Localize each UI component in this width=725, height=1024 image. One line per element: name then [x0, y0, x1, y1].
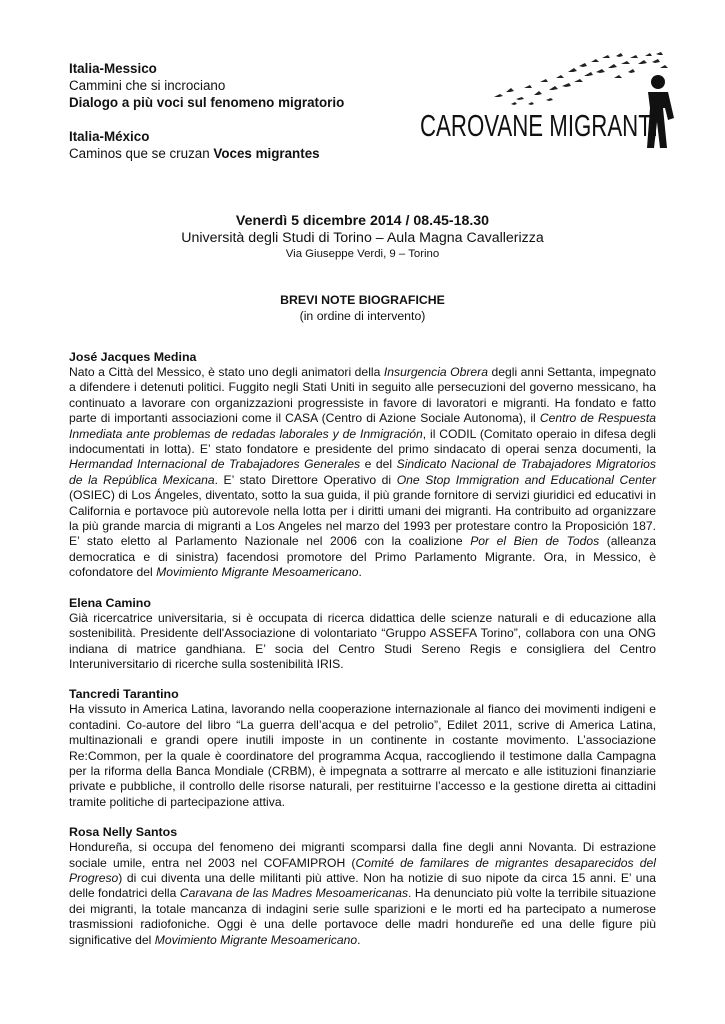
conference-title-block — [69, 60, 409, 162]
italic-run: One Stop Immigration and Educational Center — [396, 472, 656, 487]
italic-run: Caravana de las Madres Mesoamericanas — [179, 886, 409, 901]
bio-text — [69, 702, 656, 810]
italic-run: Sindicato Nacional de Trabajadores Migratorios de la República Mexicana — [69, 457, 656, 487]
bio-entry — [69, 824, 656, 948]
spanish-title: Italia-México — [69, 129, 150, 144]
bio-text — [69, 840, 656, 948]
spanish-subtitle: Caminos que se cruzan Voces migrantes — [69, 146, 320, 161]
logo-text: CAROVANE MIGRANTI — [420, 108, 658, 143]
event-address: Via Giuseppe Verdi, 9 – Torino — [285, 248, 440, 260]
text-run: . Ha denunciato più volte la terribile situazione dei migranti, la totale mancanza di indagini serie sulle sparizioni e le morti ed ha partecipato a numerose trasmissioni radiofoniche. Oggi è una delle portavoce delle madri hondureñe ed una delle figure più significative del — [69, 886, 656, 947]
italic-run: Comité de familares de migrantes desaparecidos del Progreso — [69, 855, 657, 885]
text-run: e del — [360, 457, 397, 472]
bird-flock-migrant-figure-icon — [416, 52, 678, 152]
bio-entry — [69, 686, 656, 810]
text-run: . — [357, 932, 361, 947]
biographies — [69, 349, 656, 962]
text-run: Già ricercatrice universitaria, si è occupata di ricerca didattica delle scienze naturali e di educazione alla sostenibilità. Presidente dell'Associazione di volontariato “Gruppo ASSEFA Torino”, collabora con una ONG indiana di matrice gandhiana. E’ socia del Centro Studi Sereno Regis e consigliera del Centro Interuniversitario di ricerche sulla sostenibilità IRIS. — [69, 610, 656, 671]
text-run: Nato a Città del Messico, è stato uno degli animatori della — [69, 365, 384, 379]
text-run: degli anni Settanta, impegnato a difendere i detenuti politici. Fuggito negli Stati Uniti in seguito alle persecuzioni del governo messicano, ha continuato a lavorare con organizzazioni progressiste in favore di lavoratori e migranti. Ha fondato e fatto parte di importanti associazioni come il CASA (Centro di Azione Sociale Autonoma), il — [69, 365, 656, 426]
text-run: , il CODIL (Comitato operaio in difesa degli indocumentati in lotta). E’ stato fondatore e presidente del primo sindacato di operai senza documenti, la — [69, 426, 657, 457]
event-info — [69, 213, 656, 262]
bio-name: Elena Camino — [69, 595, 151, 610]
bio-name: Tancredi Tarantino — [69, 687, 179, 702]
carovane-migranti-logo — [416, 52, 678, 152]
italic-run: Movimiento Migrante Mesoamericano — [154, 932, 358, 947]
text-run: . E’ stato Direttore Operativo di — [214, 472, 397, 487]
notes-title: BREVI NOTE BIOGRAFICHE — [280, 293, 445, 307]
bio-entry — [69, 349, 656, 581]
italic-run: Movimiento Migrante Mesoamericano — [156, 565, 359, 580]
italic-run: Por el Bien de Todos — [470, 534, 600, 549]
italic-run: Centro de Respuesta Inmediata ante problemas de redadas laborales y de Inmigración — [69, 411, 657, 441]
text-run: (OSIEC) di Los Ángeles, diventato, sotto la sua guida, il più grande fornitore di servizi giuridici ed educativi in California e portavoce più autorevole nella lotta per i diritti umani dei migranti. Ha contribuito ad organizzare la più grande marcia di migranti a Los Angeles nel marzo del 1993 per protestare contro la Proposición 187. E’ stato eletto al Parlamento Nazionale nel 2006 con la coalizione — [69, 488, 656, 549]
notes-subtitle: (in ordine di intervento) — [299, 309, 426, 323]
text-run: . — [358, 565, 362, 580]
text-run: Hondureña, si occupa del fenomeno dei migranti scomparsi dalla fine degli anni Novanta. Di estrazione sociale umile, entra nel 2003 nel COFAMIPROH ( — [69, 840, 656, 870]
text-run: ) di cui diventa una delle militanti più attive. Non ha notizie di suo nipote da circa 15 anni. E’ una delle fondatrici della — [69, 870, 656, 901]
bio-name: José Jacques Medina — [69, 350, 197, 364]
bio-text — [69, 365, 656, 581]
italic-run: Insurgencia Obrera — [383, 365, 488, 379]
text-run: Ha vissuto in America Latina, lavorando nella cooperazione internazionale al fianco dei movimenti indigeni e contadini. Co-autore del libro “La guerra dell’acqua e del petrolio”, Edilet 2011, scrive di America Latina, multinazionali e grandi opere inutili imposte in un continente in costante movimento. L’associazione Re:Common, per la quale è coordinatore del programma Acqua, raccogliendo il testimone dalla Campagna per la riforma della Banca Mondiale (CRBM), è impegnata a sottrarre al mercato e alle istituzioni finanziarie private e pubbliche, il controllo delle risorse naturali, per restituirne l’accesso e la gestione diretta ai cittadini tramite politiche di partecipazione attiva. — [69, 702, 656, 809]
italian-title: Italia-Messico — [69, 61, 157, 76]
italian-subtitle-2: Dialogo a più voci sul fenomeno migratorio — [69, 95, 345, 110]
event-venue: Università degli Studi di Torino – Aula Magna Cavallerizza — [181, 230, 544, 246]
event-date: Venerdì 5 dicembre 2014 / 08.45-18.30 — [235, 213, 490, 229]
bio-text — [69, 611, 656, 673]
italic-run: Hermandad Internacional de Trabajadores Generales — [69, 457, 361, 472]
italian-subtitle-1: Cammini che si incrociano — [69, 78, 226, 93]
text-run: (alleanza democratica e di sinistra) facendosi promotore del Primo Parlamento Migrante. Ora, in Messico, è cofondatore del — [69, 534, 656, 580]
bio-name: Rosa Nelly Santos — [69, 825, 178, 840]
section-heading — [69, 292, 656, 324]
bio-entry — [69, 595, 656, 673]
